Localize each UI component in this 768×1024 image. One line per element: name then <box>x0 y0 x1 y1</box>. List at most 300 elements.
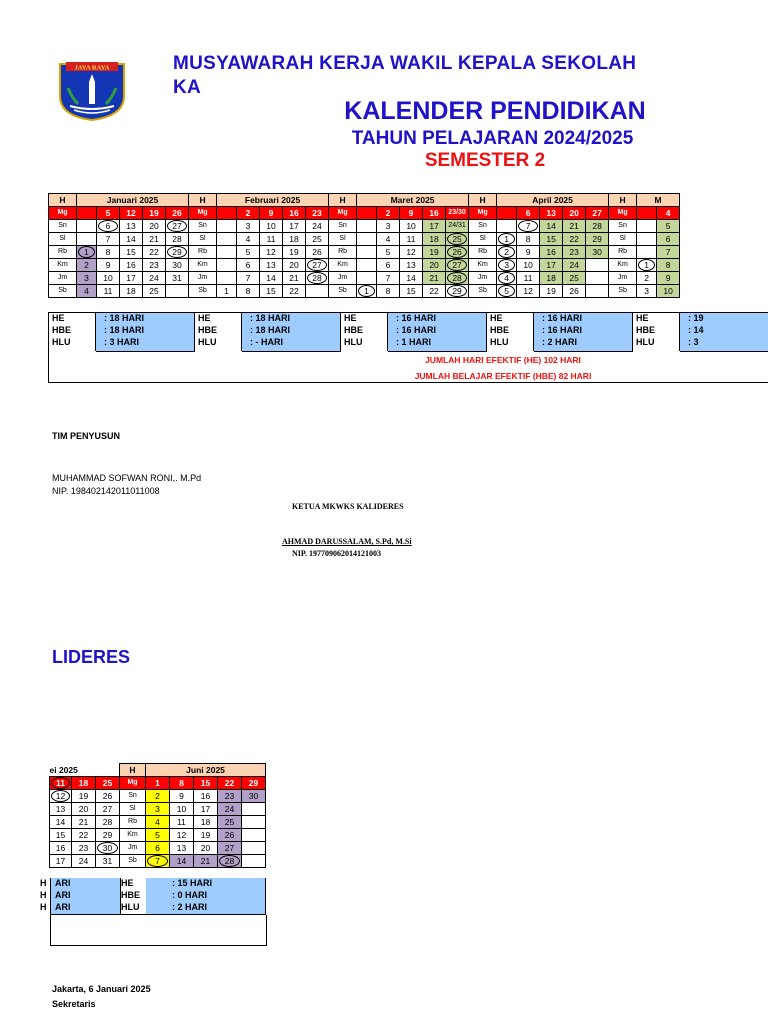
month-header: Februari 2025 <box>217 194 329 207</box>
calendar-cell: 23 <box>218 790 242 803</box>
calendar-cell: 20 <box>194 842 218 855</box>
calendar-cell: 23 <box>306 207 329 220</box>
calendar-cell: Mg <box>469 207 497 220</box>
calendar-cell: 7 <box>97 233 120 246</box>
team-heading: TIM PENYUSUN <box>52 431 121 441</box>
calendar-cell: Sn <box>189 220 217 233</box>
calendar-cell: 19 <box>72 790 96 803</box>
summary-labels <box>341 313 388 351</box>
calendar-cell: 10 <box>517 259 540 272</box>
calendar-cell: 2 <box>497 246 517 259</box>
lideres-heading: LIDERES <box>52 647 131 667</box>
calendar-cell: 28 <box>96 816 120 829</box>
calendar-cell: 11 <box>50 777 72 790</box>
calendar-cell: Km <box>120 829 146 842</box>
calendar-cell <box>357 233 377 246</box>
calendar-cell: 21 <box>423 272 446 285</box>
calendar-cell: 6 <box>657 233 680 246</box>
calendar-cell: 2 <box>637 272 657 285</box>
calendar-cell: 20 <box>283 259 306 272</box>
calendar-cell: 7 <box>146 855 170 868</box>
calendar-cell: 25 <box>96 777 120 790</box>
month-header: M <box>637 194 680 207</box>
calendar-cell <box>77 220 97 233</box>
summary-he-label: HE <box>490 313 503 323</box>
calendar-cell: 4 <box>237 233 260 246</box>
calendar-cell: Jm <box>49 272 77 285</box>
calendar-cell: 8 <box>517 233 540 246</box>
calendar-cell: Sb <box>49 285 77 298</box>
calendar-cell: Sb <box>609 285 637 298</box>
calendar-cell: 20 <box>423 259 446 272</box>
calendar-cell: 9 <box>170 790 194 803</box>
calendar-cell: 15 <box>260 285 283 298</box>
calendar-cell: 1 <box>637 259 657 272</box>
calendar-cell: 8 <box>657 259 680 272</box>
calendar-cell: 13 <box>120 220 143 233</box>
calendar-cell: 21 <box>194 855 218 868</box>
secretary-label: Sekretaris <box>52 999 96 1009</box>
calendar-cell: 5 <box>497 285 517 298</box>
calendar-cell: 6 <box>97 220 120 233</box>
summary-labels <box>49 313 96 351</box>
calendar-cell: 25 <box>306 233 329 246</box>
calendar-cell: 5 <box>146 829 170 842</box>
calendar-cell: Sb <box>189 285 217 298</box>
summary-hlu-label: HLU <box>198 337 217 347</box>
calendar-cell: Km <box>49 259 77 272</box>
calendar-cell: 11 <box>260 233 283 246</box>
summary-he-label: HE <box>636 313 649 323</box>
summary-bottom-hlu: HLU <box>121 902 140 912</box>
calendar-cell: 27 <box>586 207 609 220</box>
calendar-cell: 12 <box>50 790 72 803</box>
calendar-cell: 16 <box>283 207 306 220</box>
calendar-cell: 18 <box>194 816 218 829</box>
calendar-cell <box>637 207 657 220</box>
calendar-cell <box>242 829 266 842</box>
calendar-cell: 2 <box>77 259 97 272</box>
calendar-cell: 8 <box>97 246 120 259</box>
calendar-cell: 17 <box>423 220 446 233</box>
summary-bottom-footer-box <box>50 915 267 946</box>
place-date: Jakarta, 6 Januari 2025 <box>52 984 151 994</box>
calendar-cell <box>77 233 97 246</box>
calendar-top-table <box>48 193 680 298</box>
calendar-cell: 30 <box>96 842 120 855</box>
team-member-name: MUHAMMAD SOFWAN RONI,. M.Pd <box>52 473 202 483</box>
h-column-header: H <box>120 764 146 777</box>
calendar-cell: 29 <box>166 246 189 259</box>
calendar-cell: 2 <box>146 790 170 803</box>
summary-bottom-he: HE <box>121 878 134 888</box>
calendar-cell: 10 <box>97 272 120 285</box>
calendar-cell <box>586 272 609 285</box>
calendar-cell: 30 <box>166 259 189 272</box>
summary-values <box>388 313 487 352</box>
summary-he-label: HE <box>198 313 211 323</box>
summary-hbe-label: HBE <box>490 325 510 335</box>
calendar-cell: 1 <box>357 285 377 298</box>
calendar-cell: 24/31 <box>446 220 469 233</box>
calendar-cell: 10 <box>170 803 194 816</box>
calendar-cell: 5 <box>377 246 400 259</box>
summary-labels <box>633 313 680 351</box>
summary-bottom-v1: ARI <box>55 878 71 888</box>
calendar-cell: 23 <box>143 259 166 272</box>
calendar-cell: 7 <box>377 272 400 285</box>
summary-he-value: : 18 HARI <box>250 313 291 323</box>
h-column-header: H <box>609 194 637 207</box>
calendar-cell: 8 <box>377 285 400 298</box>
summary-bottom-h3: H <box>40 902 47 912</box>
calendar-cell: 1 <box>217 285 237 298</box>
summary-hlu-value: : 3 HARI <box>104 337 140 347</box>
summary-bottom-h1: H <box>40 878 47 888</box>
calendar-cell <box>637 220 657 233</box>
calendar-cell: 11 <box>400 233 423 246</box>
calendar-cell: 26 <box>166 207 189 220</box>
calendar-cell: 16 <box>194 790 218 803</box>
calendar-cell: 21 <box>563 220 586 233</box>
month-header: Januari 2025 <box>77 194 189 207</box>
month-header: Juni 2025 <box>146 764 266 777</box>
calendar-cell: 11 <box>517 272 540 285</box>
calendar-cell: Mg <box>189 207 217 220</box>
calendar-cell: 6 <box>237 259 260 272</box>
calendar-cell: 22 <box>218 777 242 790</box>
calendar-cell: 29 <box>242 777 266 790</box>
calendar-cell: Mg <box>609 207 637 220</box>
summary-hlu-label: HLU <box>52 337 71 347</box>
calendar-cell: 11 <box>170 816 194 829</box>
calendar-cell: 12 <box>170 829 194 842</box>
calendar-cell: Jm <box>609 272 637 285</box>
calendar-cell: Mg <box>329 207 357 220</box>
calendar-cell <box>357 259 377 272</box>
calendar-cell <box>242 855 266 868</box>
calendar-cell: 4 <box>77 285 97 298</box>
calendar-cell: Sl <box>49 233 77 246</box>
calendar-cell: 3 <box>377 220 400 233</box>
calendar-cell: Mg <box>120 777 146 790</box>
calendar-cell: 25 <box>218 816 242 829</box>
calendar-cell: 17 <box>283 220 306 233</box>
calendar-cell: 5 <box>657 220 680 233</box>
org-heading <box>173 52 636 100</box>
calendar-cell: 12 <box>260 246 283 259</box>
calendar-cell: 14 <box>260 272 283 285</box>
calendar-cell <box>586 259 609 272</box>
calendar-cell: 12 <box>120 207 143 220</box>
calendar-cell: Rb <box>469 246 497 259</box>
summary-he-value: : 19 <box>688 313 704 323</box>
calendar-cell: 18 <box>120 285 143 298</box>
summary-bottom-hbe: HBE <box>121 890 141 900</box>
calendar-cell: 21 <box>72 816 96 829</box>
calendar-cell: 16 <box>120 259 143 272</box>
summary-bottom-h2: H <box>40 890 47 900</box>
summary-hbe-label: HBE <box>52 325 72 335</box>
calendar-cell: 18 <box>423 233 446 246</box>
calendar-cell: Rb <box>189 246 217 259</box>
calendar-cell: 1 <box>497 233 517 246</box>
calendar-cell: 14 <box>170 855 194 868</box>
page-title: KALENDER PENDIDIKAN <box>344 97 646 125</box>
calendar-cell: 14 <box>540 220 563 233</box>
calendar-cell: 14 <box>50 816 72 829</box>
calendar-cell: 15 <box>194 777 218 790</box>
calendar-cell: 26 <box>446 246 469 259</box>
summary-he-value: : 16 HARI <box>396 313 437 323</box>
calendar-cell <box>242 842 266 855</box>
calendar-cell: 9 <box>400 207 423 220</box>
calendar-cell: Km <box>329 259 357 272</box>
calendar-cell: 8 <box>237 285 260 298</box>
calendar-cell: 16 <box>423 207 446 220</box>
calendar-cell: 5 <box>97 207 120 220</box>
calendar-cell: Jm <box>120 842 146 855</box>
calendar-cell: Sn <box>120 790 146 803</box>
calendar-cell: Km <box>609 259 637 272</box>
calendar-cell: 24 <box>218 803 242 816</box>
calendar-cell: 24 <box>143 272 166 285</box>
calendar-cell: Sl <box>189 233 217 246</box>
calendar-cell: 16 <box>540 246 563 259</box>
calendar-cell: 27 <box>166 220 189 233</box>
calendar-bottom <box>49 763 267 869</box>
summary-hlu-value: : 3 <box>688 337 699 347</box>
summary-labels <box>195 313 242 351</box>
chair-name: AHMAD DARUSSALAM, S.Pd, M.Si <box>282 537 412 546</box>
month-header: ei 2025 <box>49 764 78 775</box>
calendar-cell: 24 <box>306 220 329 233</box>
calendar-cell: 25 <box>446 233 469 246</box>
calendar-cell: 15 <box>540 233 563 246</box>
calendar-cell: 26 <box>218 829 242 842</box>
summary-hlu-label: HLU <box>490 337 509 347</box>
summary-hlu-value: : - HARI <box>250 337 283 347</box>
summary-values <box>96 313 195 352</box>
calendar-cell: 29 <box>586 233 609 246</box>
calendar-cell: Sl <box>120 803 146 816</box>
calendar-cell: 18 <box>540 272 563 285</box>
calendar-top <box>48 193 768 303</box>
summary-labels <box>487 313 534 351</box>
calendar-cell: Rb <box>609 246 637 259</box>
calendar-cell <box>306 285 329 298</box>
calendar-cell: Sn <box>49 220 77 233</box>
summary-he-value: : 18 HARI <box>104 313 145 323</box>
calendar-cell <box>637 246 657 259</box>
summary-hbe-value: : 18 HARI <box>104 325 145 335</box>
summary-he-label: HE <box>344 313 357 323</box>
calendar-cell: 4 <box>146 816 170 829</box>
summary-bottom-hbe-val: : 0 HARI <box>172 890 208 900</box>
calendar-cell: Sb <box>120 855 146 868</box>
h-column-header: H <box>49 194 77 207</box>
summary-bottom-v2: ARI <box>55 890 71 900</box>
calendar-cell: 11 <box>97 285 120 298</box>
calendar-cell: 2 <box>237 207 260 220</box>
calendar-cell: 19 <box>423 246 446 259</box>
summary-hbe-value: : 16 HARI <box>396 325 437 335</box>
calendar-cell: 13 <box>50 803 72 816</box>
org-line-1: MUSYAWARAH KERJA WAKIL KEPALA SEKOLAH <box>173 53 637 74</box>
summary-hlu-value: : 2 HARI <box>542 337 578 347</box>
calendar-cell: 15 <box>120 246 143 259</box>
calendar-cell: 10 <box>657 285 680 298</box>
calendar-cell: 22 <box>283 285 306 298</box>
calendar-cell: 13 <box>170 842 194 855</box>
summary-bottom-hlu-val: : 2 HARI <box>172 902 208 912</box>
calendar-cell: 9 <box>97 259 120 272</box>
calendar-cell: 17 <box>120 272 143 285</box>
calendar-cell: 17 <box>540 259 563 272</box>
calendar-cell <box>357 207 377 220</box>
calendar-cell: 3 <box>77 272 97 285</box>
calendar-cell: Sb <box>469 285 497 298</box>
summary-hlu-label: HLU <box>344 337 363 347</box>
calendar-cell: 22 <box>143 246 166 259</box>
calendar-cell: 17 <box>194 803 218 816</box>
calendar-cell: 9 <box>657 272 680 285</box>
calendar-cell <box>217 233 237 246</box>
calendar-cell: Rb <box>49 246 77 259</box>
calendar-cell: 15 <box>400 285 423 298</box>
calendar-cell: Rb <box>329 246 357 259</box>
month-header: Maret 2025 <box>357 194 469 207</box>
calendar-cell: 14 <box>400 272 423 285</box>
calendar-bottom-table <box>49 763 266 868</box>
summary-he-label: HE <box>52 313 65 323</box>
calendar-cell: 30 <box>586 246 609 259</box>
calendar-cell <box>357 272 377 285</box>
summary-top <box>48 312 768 383</box>
summary-values <box>680 313 768 352</box>
summary-bottom-v3: ARI <box>55 902 71 912</box>
calendar-cell: 27 <box>218 842 242 855</box>
calendar-cell: 27 <box>306 259 329 272</box>
calendar-cell: 7 <box>657 246 680 259</box>
calendar-cell <box>217 207 237 220</box>
calendar-cell: 28 <box>166 233 189 246</box>
calendar-cell <box>217 220 237 233</box>
calendar-cell: Sn <box>329 220 357 233</box>
chair-title: KETUA MKWKS KALIDERES <box>292 502 404 511</box>
chair-nip: NIP. 197709062014121003 <box>292 549 382 558</box>
summary-hbe-value: : 14 <box>688 325 704 335</box>
calendar-cell: 20 <box>143 220 166 233</box>
calendar-cell: Jm <box>329 272 357 285</box>
calendar-cell: 28 <box>446 272 469 285</box>
calendar-cell: 3 <box>146 803 170 816</box>
team-member-nip: NIP. 198402142011011008 <box>52 486 160 496</box>
calendar-cell: 18 <box>283 233 306 246</box>
effective-days-total: JUMLAH HARI EFEKTIF (HE) 102 HARI <box>425 355 581 365</box>
calendar-cell: 26 <box>306 246 329 259</box>
calendar-cell: 16 <box>50 842 72 855</box>
calendar-cell: 7 <box>237 272 260 285</box>
calendar-cell: 2 <box>377 207 400 220</box>
calendar-cell: 10 <box>260 220 283 233</box>
calendar-cell: 23/30 <box>446 207 469 220</box>
calendar-cell: 31 <box>96 855 120 868</box>
calendar-cell: 7 <box>517 220 540 233</box>
calendar-cell: 6 <box>377 259 400 272</box>
summary-hbe-label: HBE <box>198 325 218 335</box>
calendar-cell <box>217 246 237 259</box>
calendar-cell: 24 <box>72 855 96 868</box>
summary-hbe-label: HBE <box>636 325 656 335</box>
calendar-cell: 19 <box>194 829 218 842</box>
calendar-cell: Sl <box>609 233 637 246</box>
calendar-cell: Km <box>189 259 217 272</box>
calendar-cell: 10 <box>400 220 423 233</box>
calendar-cell: 19 <box>540 285 563 298</box>
summary-hbe-label: HBE <box>344 325 364 335</box>
calendar-cell: 19 <box>283 246 306 259</box>
calendar-cell: 13 <box>540 207 563 220</box>
calendar-cell: 3 <box>497 259 517 272</box>
calendar-cell: Sl <box>469 233 497 246</box>
svg-text:JAYA RAYA: JAYA RAYA <box>74 64 110 72</box>
calendar-cell: 13 <box>260 259 283 272</box>
calendar-cell <box>242 803 266 816</box>
summary-bottom-he-val: : 15 HARI <box>172 878 213 888</box>
calendar-cell <box>497 220 517 233</box>
calendar-cell: 25 <box>143 285 166 298</box>
calendar-cell: 20 <box>563 207 586 220</box>
calendar-cell: 1 <box>77 246 97 259</box>
calendar-cell: Jm <box>189 272 217 285</box>
month-header: April 2025 <box>497 194 609 207</box>
calendar-cell <box>357 220 377 233</box>
calendar-cell: 15 <box>50 829 72 842</box>
calendar-cell: 30 <box>242 790 266 803</box>
calendar-cell: Rb <box>120 816 146 829</box>
calendar-cell: 26 <box>563 285 586 298</box>
calendar-cell: 23 <box>72 842 96 855</box>
summary-values <box>242 313 341 352</box>
calendar-cell: Sn <box>609 220 637 233</box>
calendar-cell: 9 <box>260 207 283 220</box>
calendar-cell: 12 <box>400 246 423 259</box>
calendar-cell <box>217 259 237 272</box>
summary-he-value: : 16 HARI <box>542 313 583 323</box>
summary-bottom <box>40 878 266 946</box>
calendar-cell: 4 <box>377 233 400 246</box>
calendar-cell: 28 <box>306 272 329 285</box>
calendar-cell: 29 <box>446 285 469 298</box>
calendar-cell: 14 <box>120 233 143 246</box>
calendar-cell: 17 <box>50 855 72 868</box>
calendar-cell: 8 <box>170 777 194 790</box>
calendar-cell: Km <box>469 259 497 272</box>
calendar-cell: 13 <box>400 259 423 272</box>
calendar-cell: 4 <box>497 272 517 285</box>
calendar-cell <box>586 285 609 298</box>
summary-hbe-value: : 18 HARI <box>250 325 291 335</box>
calendar-cell: Mg <box>49 207 77 220</box>
calendar-cell: 26 <box>96 790 120 803</box>
calendar-cell <box>166 285 189 298</box>
calendar-cell: 21 <box>143 233 166 246</box>
effective-learning-total: JUMLAH BELAJAR EFEKTIF (HBE) 82 HARI <box>414 371 592 381</box>
academic-year: TAHUN PELAJARAN 2024/2025 <box>351 128 634 149</box>
h-column-header: H <box>329 194 357 207</box>
calendar-cell: Sn <box>469 220 497 233</box>
